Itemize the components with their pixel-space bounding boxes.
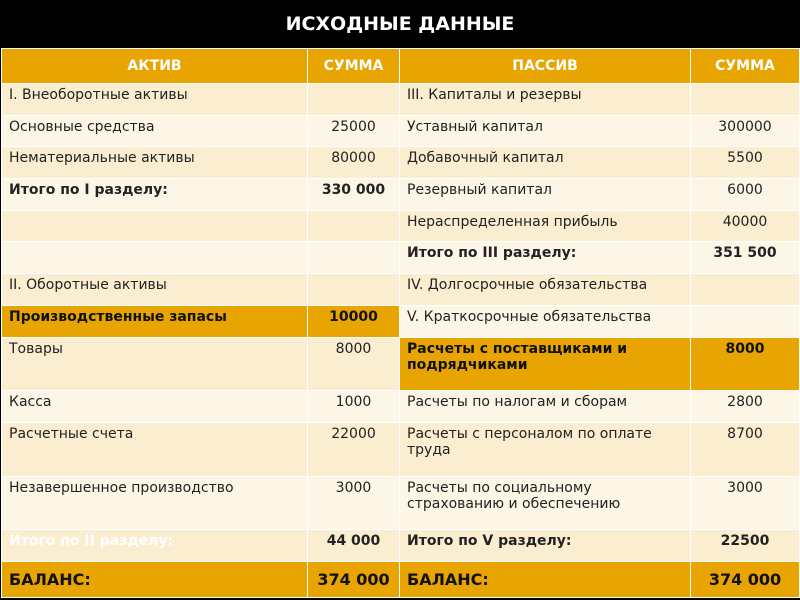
asset-cell: Итого по II разделу: [2,530,308,562]
asset-cell: Нематериальные активы [2,147,308,179]
asset-cell: Расчетные счета [2,422,308,476]
balance-table [1,48,800,598]
header-row [2,49,800,84]
asset-sum-cell: 8000 [308,337,400,391]
asset-cell: Основные средства [2,115,308,147]
asset-sum-cell [308,242,400,274]
asset-sum-cell [308,274,400,306]
table-row [2,147,800,179]
table-row [2,337,800,391]
liability-sum-cell [691,274,800,306]
liability-sum-cell: 40000 [691,210,800,242]
liability-cell: Добавочный капитал [400,147,691,179]
header-asset-sum: СУММА [308,49,400,84]
liability-cell: III. Капиталы и резервы [400,84,691,116]
table-row [2,84,800,116]
asset-cell: Товары [2,337,308,391]
header-liability-sum: СУММА [691,49,800,84]
liability-cell: Итого по III разделу: [400,242,691,274]
table-row [2,391,800,423]
asset-sum-cell: 22000 [308,422,400,476]
liability-sum-cell: 6000 [691,179,800,211]
liability-sum-cell: 8000 [691,337,800,391]
asset-sum-cell: 10000 [308,305,400,337]
liability-cell: Расчеты с персоналом по оплате труда [400,422,691,476]
liability-sum-cell: 8700 [691,422,800,476]
asset-cell: II. Оборотные активы [2,274,308,306]
liability-cell: Уставный капитал [400,115,691,147]
asset-balance-label: БАЛАНС: [2,562,308,598]
table-row [2,274,800,306]
asset-sum-cell: 330 000 [308,179,400,211]
liability-cell: V. Краткосрочные обязательства [400,305,691,337]
asset-cell: I. Внеоборотные активы [2,84,308,116]
liability-cell: Расчеты по социальному страхованию и обеспечению [400,476,691,530]
liability-sum-cell [691,84,800,116]
asset-cell: Производственные запасы [2,305,308,337]
asset-sum-cell: 25000 [308,115,400,147]
asset-cell: Итого по I разделу: [2,179,308,211]
asset-sum-cell [308,84,400,116]
asset-sum-cell: 44 000 [308,530,400,562]
liability-sum-cell: 351 500 [691,242,800,274]
liability-balance-value: 374 000 [691,562,800,598]
asset-sum-cell: 80000 [308,147,400,179]
header-asset: АКТИВ [2,49,308,84]
table-row [2,422,800,476]
liability-cell: IV. Долгосрочные обязательства [400,274,691,306]
liability-cell: Нераспределенная прибыль [400,210,691,242]
liability-cell: Расчеты с поставщиками и подрядчиками [400,337,691,391]
table-row [2,305,800,337]
asset-cell [2,210,308,242]
asset-cell: Касса [2,391,308,423]
liability-sum-cell: 300000 [691,115,800,147]
balance-row [2,562,800,598]
table-row [2,476,800,530]
asset-sum-cell: 1000 [308,391,400,423]
table-row [2,530,800,562]
liability-sum-cell: 3000 [691,476,800,530]
liability-cell: Резервный капитал [400,179,691,211]
liability-cell: Расчеты по налогам и сборам [400,391,691,423]
asset-sum-cell [308,210,400,242]
table-row [2,115,800,147]
table-row [2,210,800,242]
liability-sum-cell: 22500 [691,530,800,562]
liability-sum-cell [691,305,800,337]
asset-cell [2,242,308,274]
asset-balance-value: 374 000 [308,562,400,598]
header-liability: ПАССИВ [400,49,691,84]
table-row [2,179,800,211]
asset-sum-cell: 3000 [308,476,400,530]
page-title: ИСХОДНЫЕ ДАННЫЕ [285,13,515,35]
table-row [2,242,800,274]
liability-sum-cell: 5500 [691,147,800,179]
liability-balance-label: БАЛАНС: [400,562,691,598]
asset-cell: Незавершенное производство [2,476,308,530]
liability-cell: Итого по V разделу: [400,530,691,562]
liability-sum-cell: 2800 [691,391,800,423]
